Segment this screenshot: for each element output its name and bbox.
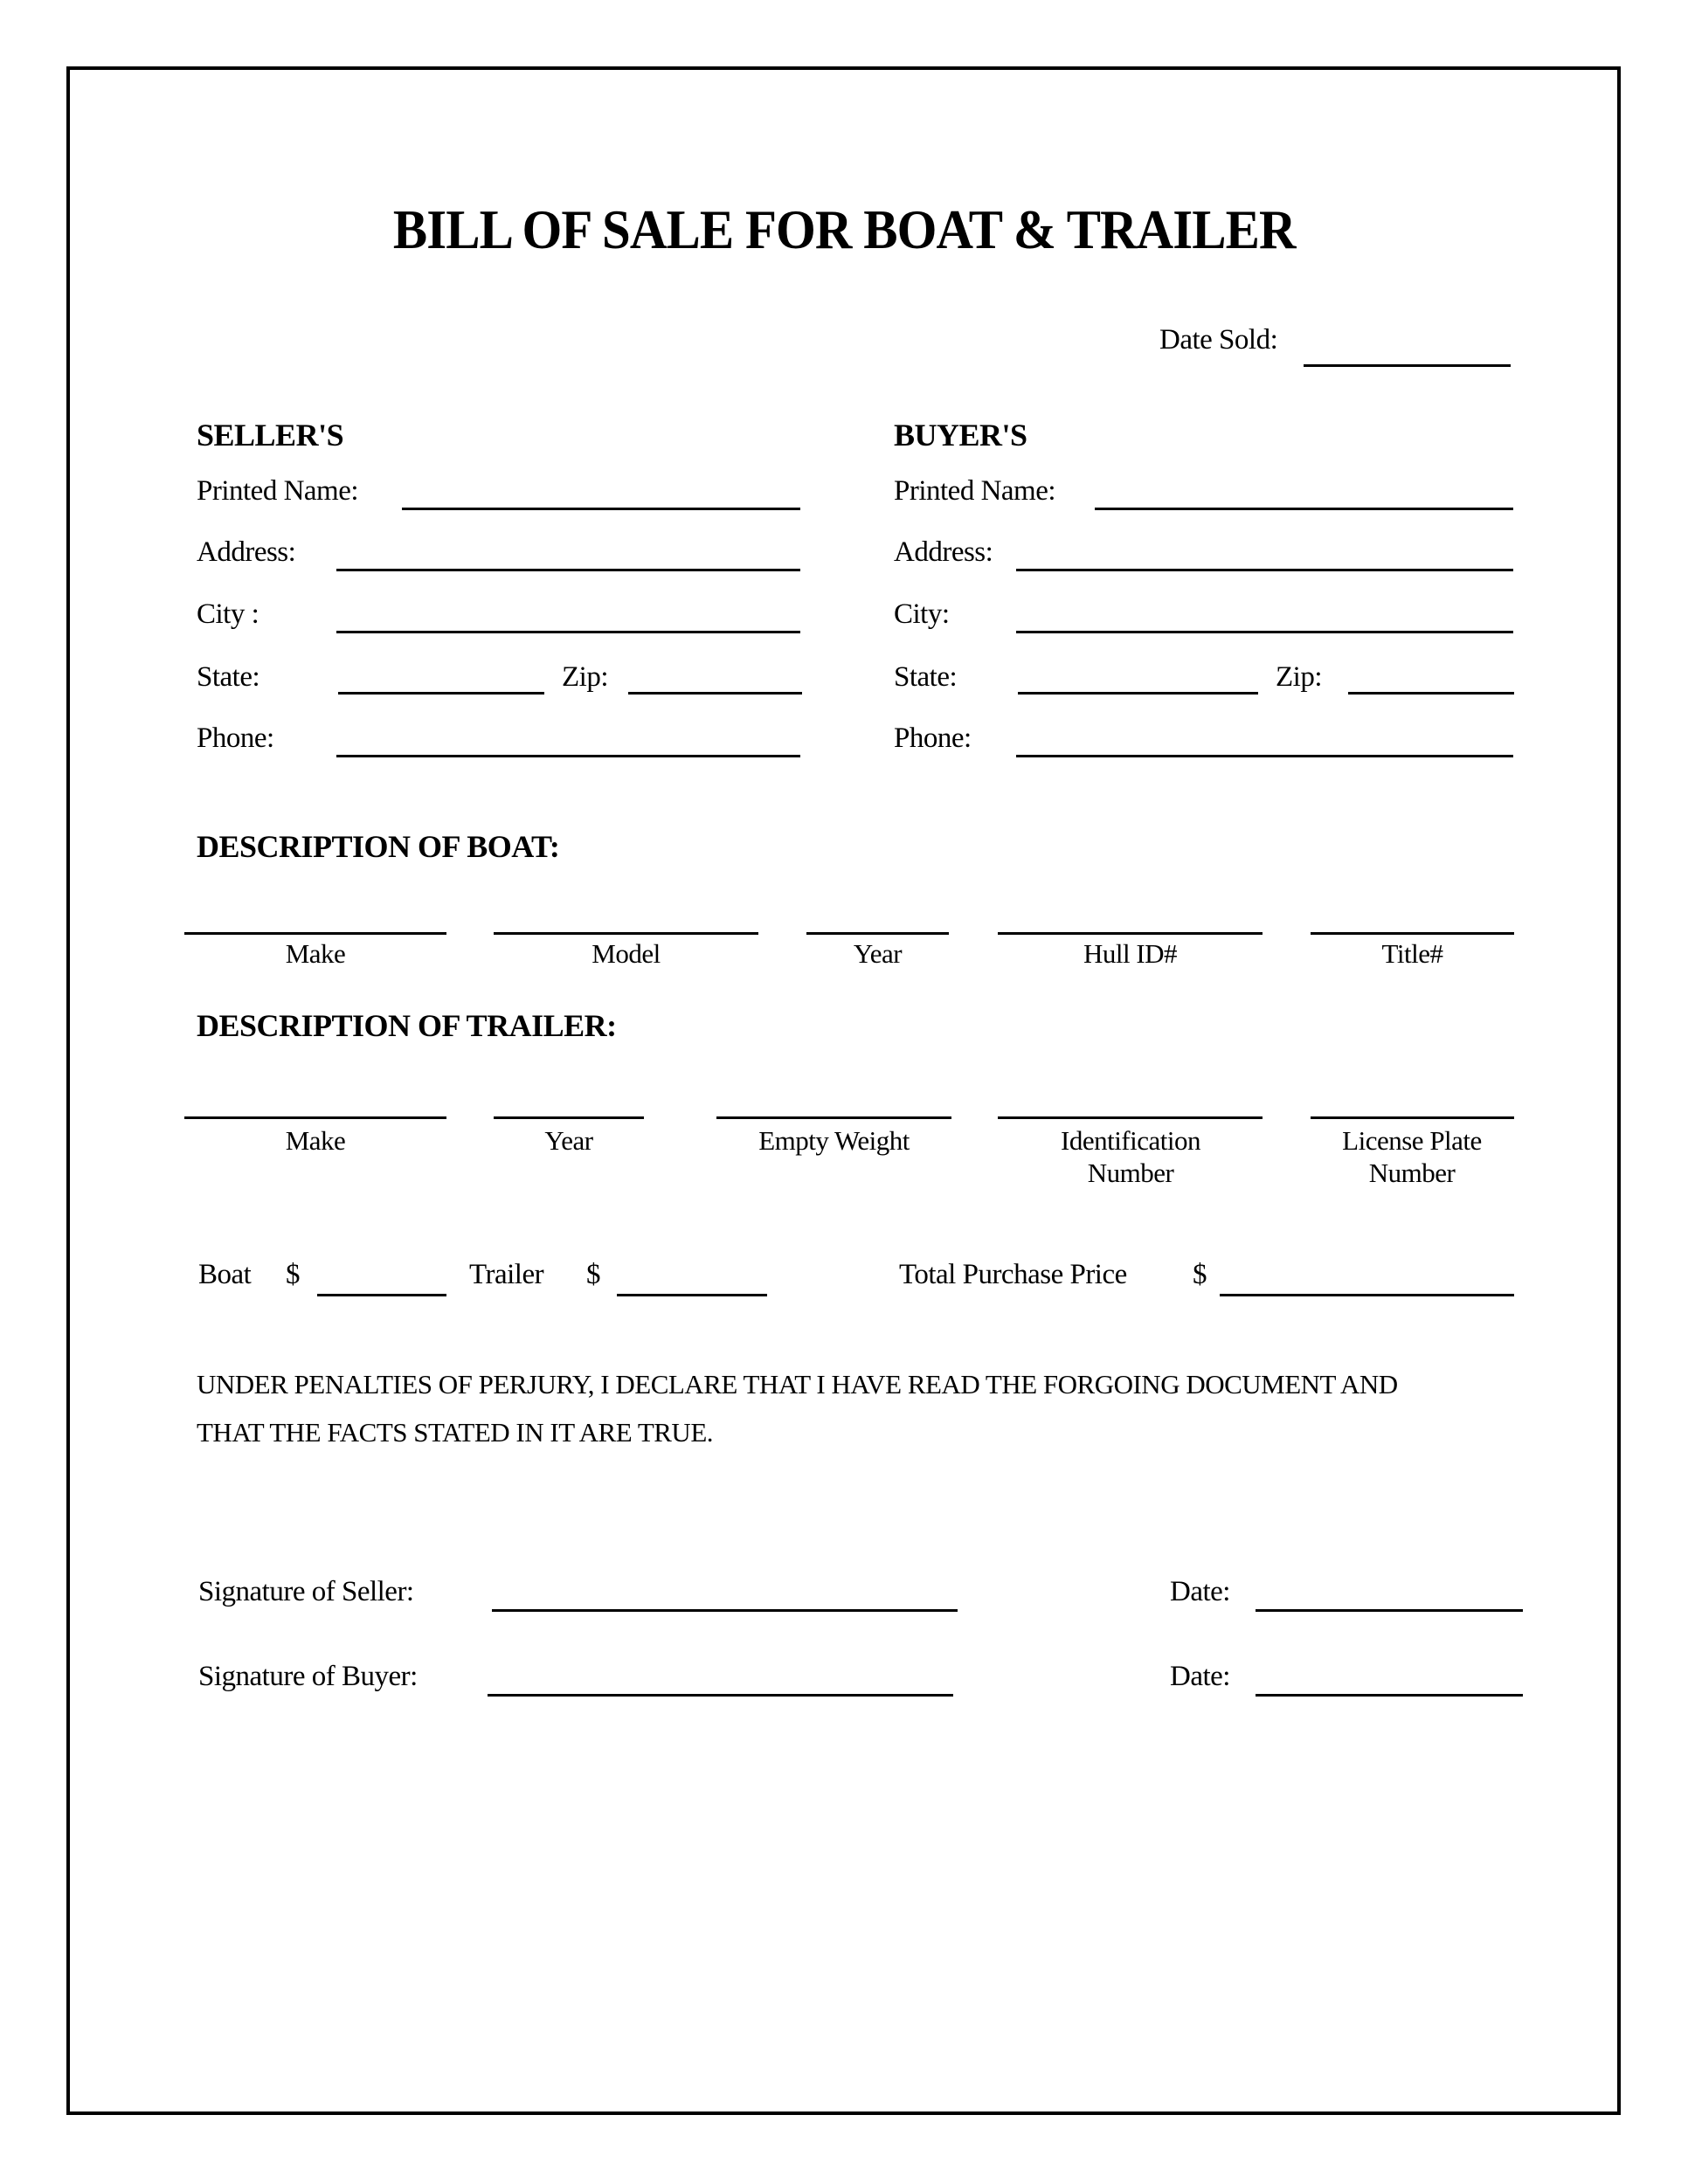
boat-title-number-column-label: Title#: [1381, 938, 1443, 969]
buyer-state-label: State:: [894, 661, 958, 693]
buyer-state-input[interactable]: [1018, 692, 1258, 695]
seller-printed-name-label: Printed Name:: [197, 475, 359, 507]
buyer-zip-label: Zip:: [1276, 661, 1322, 693]
trailer-license-plate-column-label: License Plate Number: [1342, 1125, 1482, 1189]
seller-address-input[interactable]: [336, 569, 800, 571]
boat-price-input[interactable]: [317, 1294, 446, 1296]
buyer-address-label: Address:: [894, 536, 993, 568]
buyer-signature-date-input[interactable]: [1256, 1694, 1523, 1697]
seller-state-input[interactable]: [338, 692, 544, 695]
trailer-description-heading: DESCRIPTION OF TRAILER:: [197, 1008, 617, 1043]
total-purchase-price-label: Total Purchase Price: [899, 1259, 1127, 1290]
boat-make-column-label: Make: [285, 938, 346, 969]
total-purchase-price-input[interactable]: [1220, 1294, 1514, 1296]
buyer-phone-label: Phone:: [894, 722, 972, 754]
buyer-city-input[interactable]: [1016, 631, 1513, 633]
buyer-signature-input[interactable]: [488, 1694, 953, 1697]
trailer-identification-number-column-label: Identification Number: [1061, 1125, 1200, 1189]
boat-make-input[interactable]: [184, 932, 446, 935]
boat-hull-id-column-label: Hull ID#: [1083, 938, 1178, 969]
trailer-empty-weight-column-label: Empty Weight: [758, 1125, 910, 1156]
boat-description-heading: DESCRIPTION OF BOAT:: [197, 829, 560, 864]
buyer-city-label: City:: [894, 598, 950, 630]
seller-state-label: State:: [197, 661, 260, 693]
trailer-identification-number-input[interactable]: [998, 1116, 1263, 1119]
seller-printed-name-input[interactable]: [402, 508, 800, 510]
perjury-declaration-line-2: THAT THE FACTS STATED IN IT ARE TRUE.: [197, 1417, 714, 1448]
seller-zip-input[interactable]: [628, 692, 802, 695]
trailer-price-input[interactable]: [617, 1294, 767, 1296]
buyer-phone-input[interactable]: [1016, 755, 1513, 757]
seller-address-label: Address:: [197, 536, 296, 568]
trailer-year-input[interactable]: [494, 1116, 644, 1119]
buyer-signature-date-label: Date:: [1170, 1661, 1230, 1692]
boat-model-input[interactable]: [494, 932, 758, 935]
boat-year-input[interactable]: [806, 932, 949, 935]
seller-city-input[interactable]: [336, 631, 800, 633]
form-border: [66, 66, 1621, 2115]
buyer-signature-label: Signature of Buyer:: [198, 1661, 418, 1692]
boat-hull-id-input[interactable]: [998, 932, 1263, 935]
trailer-make-column-label: Make: [285, 1125, 346, 1156]
total-purchase-price-currency: $: [1193, 1259, 1207, 1290]
boat-price-currency: $: [286, 1259, 300, 1290]
buyer-printed-name-label: Printed Name:: [894, 475, 1056, 507]
trailer-empty-weight-input[interactable]: [716, 1116, 951, 1119]
buyer-heading: BUYER'S: [894, 418, 1027, 453]
date-sold-input[interactable]: [1304, 364, 1511, 367]
seller-signature-label: Signature of Seller:: [198, 1576, 414, 1607]
buyer-printed-name-input[interactable]: [1095, 508, 1513, 510]
seller-signature-date-label: Date:: [1170, 1576, 1230, 1607]
date-sold-label: Date Sold:: [1159, 324, 1278, 356]
boat-model-column-label: Model: [591, 938, 661, 969]
seller-heading: SELLER'S: [197, 418, 344, 453]
seller-phone-label: Phone:: [197, 722, 274, 754]
buyer-zip-input[interactable]: [1348, 692, 1514, 695]
seller-city-label: City :: [197, 598, 259, 630]
seller-signature-input[interactable]: [492, 1609, 958, 1612]
boat-title-number-input[interactable]: [1311, 932, 1514, 935]
trailer-license-plate-input[interactable]: [1311, 1116, 1514, 1119]
trailer-year-column-label: Year: [544, 1125, 593, 1156]
buyer-address-input[interactable]: [1016, 569, 1513, 571]
seller-phone-input[interactable]: [336, 755, 800, 757]
seller-zip-label: Zip:: [562, 661, 608, 693]
trailer-price-label: Trailer: [469, 1259, 544, 1290]
seller-signature-date-input[interactable]: [1256, 1609, 1523, 1612]
perjury-declaration-line-1: UNDER PENALTIES OF PERJURY, I DECLARE THAT I HAVE READ THE FORGOING DOCUMENT AND: [197, 1369, 1398, 1400]
boat-year-column-label: Year: [853, 938, 903, 969]
trailer-price-currency: $: [586, 1259, 600, 1290]
boat-price-label: Boat: [198, 1259, 252, 1290]
trailer-make-input[interactable]: [184, 1116, 446, 1119]
page-title: BILL OF SALE FOR BOAT & TRAILER: [392, 198, 1296, 260]
